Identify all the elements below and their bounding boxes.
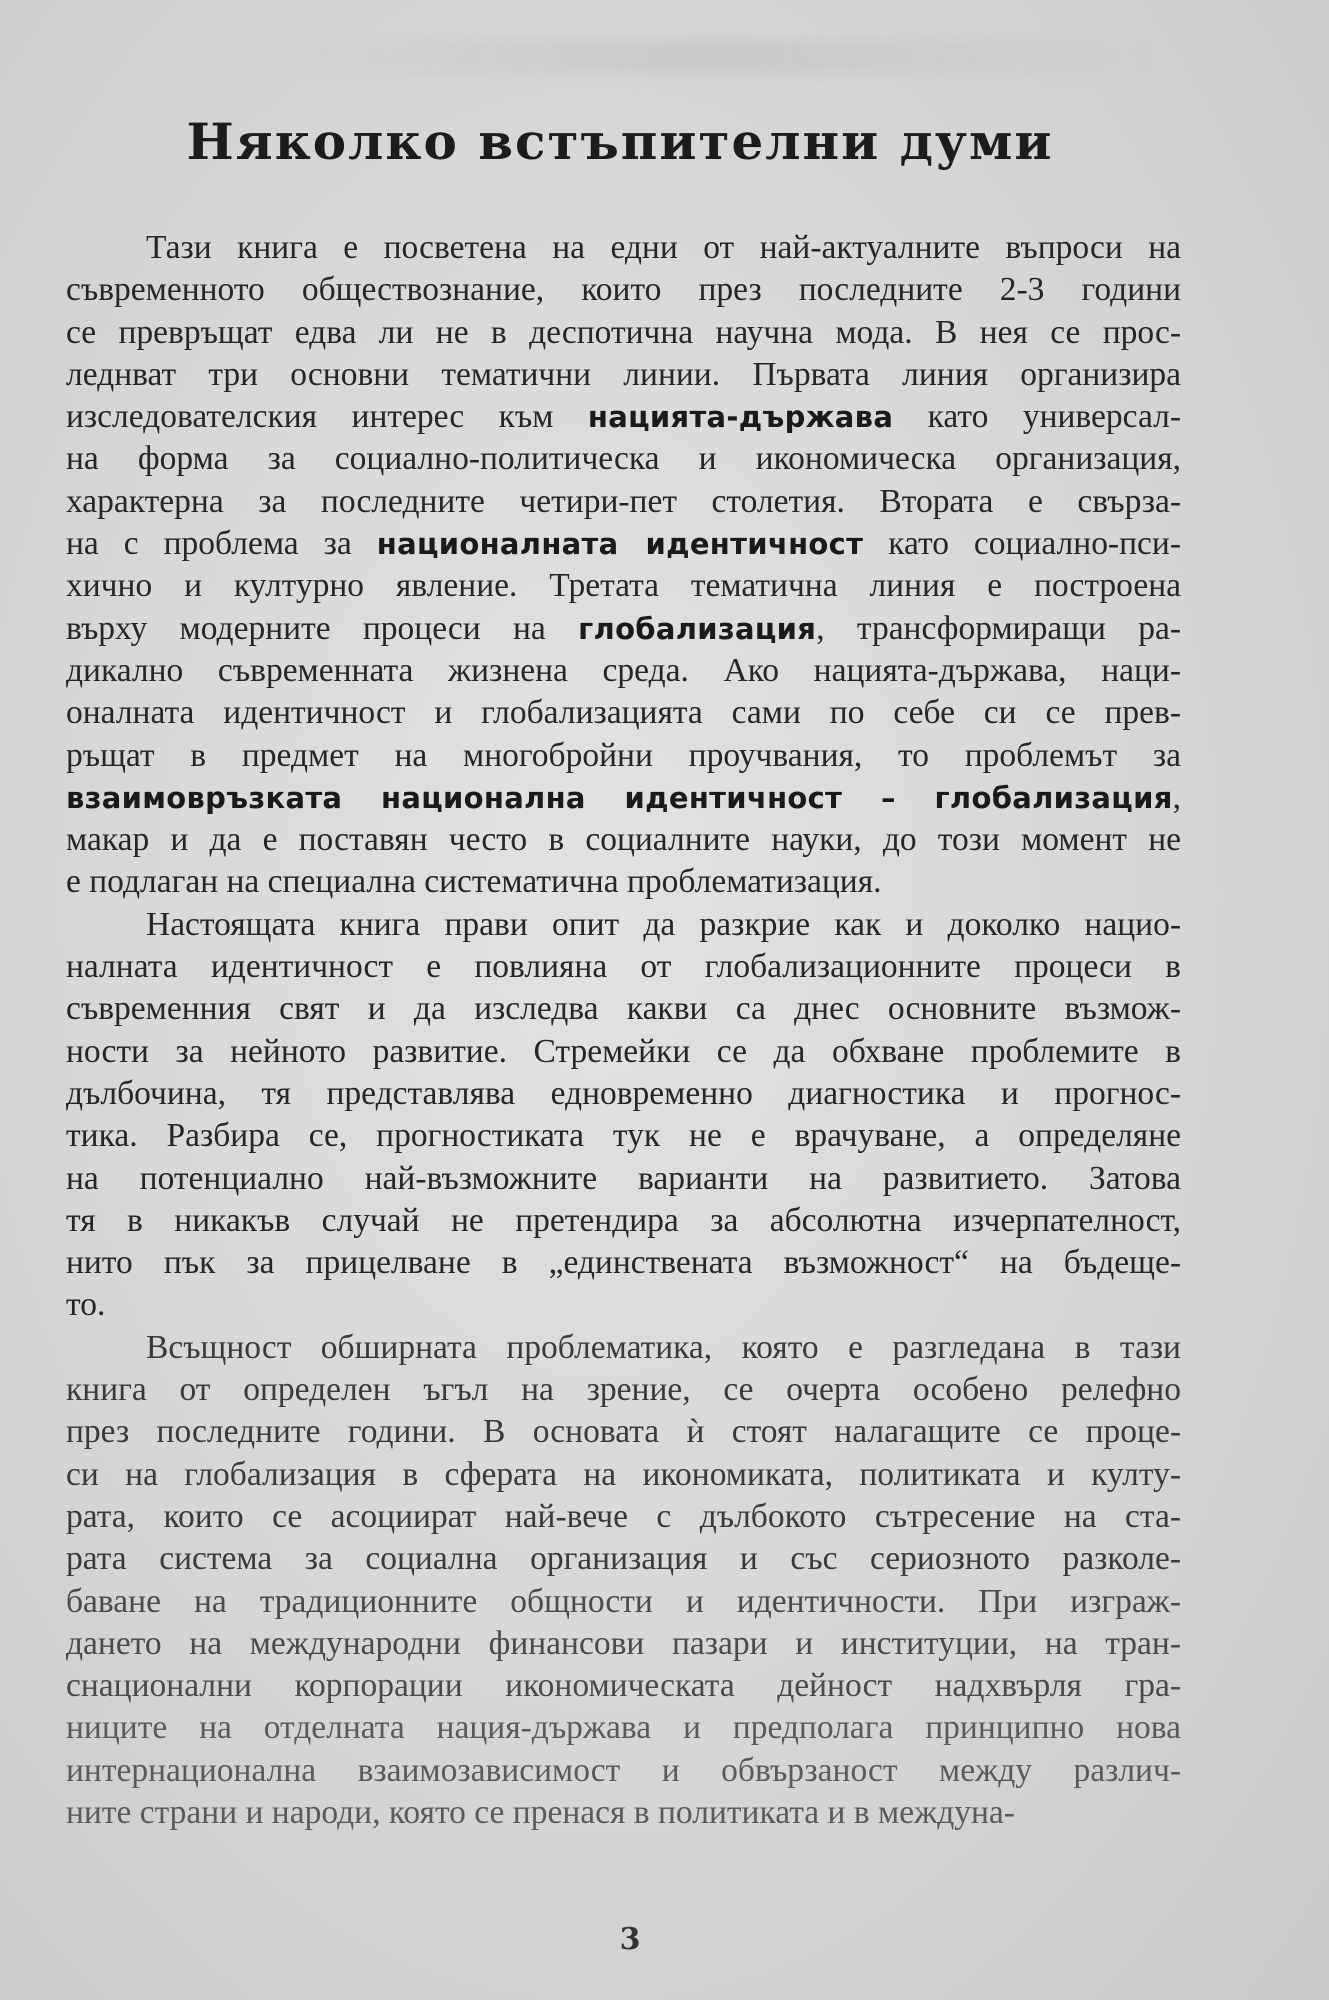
page-number: 3 [619,1922,641,1957]
text-line [66,861,1181,903]
text-line [66,1496,1181,1538]
text-run: се превръщат едва ли не в деспотична научна мода. В нея се прос- [66,313,1181,351]
text-line [66,396,1181,438]
paragraph [66,904,1181,1327]
text-run: през последните години. В основата ѝ стоят налагащите се проце- [66,1413,1181,1451]
text-line [66,312,1181,354]
text-line [66,523,1181,565]
text-line [66,777,1181,819]
text-run: ниците на отделната нация-държава и предполага принципно нова [66,1709,1181,1747]
text-run: на с проблема за [66,525,377,563]
paragraph [66,227,1181,904]
text-line [66,354,1181,396]
text-line [66,1200,1181,1242]
text-run: си на глобализация в сферата на икономиката, политиката и култу- [66,1455,1181,1493]
text-line [66,650,1181,692]
paragraph [66,1327,1181,1835]
text-run: ности за нейното развитие. Стремейки се да обхване проблемите в [66,1032,1181,1070]
text-run: тика. Разбира се, прогностиката тук не е врачуване, а определяне [66,1117,1181,1155]
text-line [66,1665,1181,1707]
text-line [66,1538,1181,1580]
text-run: леднват три основни тематични линии. Първата линия организира [66,355,1181,393]
text-run: като универсал- [893,398,1181,436]
show-through-text [260,40,1160,74]
text-line [66,1792,1181,1834]
bold-term: националната идентичност [376,527,864,562]
text-run: снационални корпорации икономическата дейност надхвърля гра- [66,1667,1181,1705]
text-line [66,565,1181,607]
text-run: , [1172,778,1181,816]
text-run: като социално-пси- [863,525,1181,563]
text-run: съвременното обществознание, които през последните 2-3 години [66,271,1181,309]
text-line [66,481,1181,523]
text-line [66,1369,1181,1411]
text-run: на форма за социално-политическа и икономическа организация, [66,440,1181,478]
bold-term: взаимовръзката национална идентичност – глобализация [66,780,1173,815]
text-line [66,1031,1181,1073]
text-line [66,1411,1181,1453]
text-run: ните страни и народи, която се пренася в политиката и в междуна- [66,1793,1015,1831]
text-line [66,692,1181,734]
text-run: съвременния свят и да изследва какви са днес основните възмож- [66,990,1181,1028]
text-run: интернационална взаимозависимост и обвързаност между различ- [66,1751,1181,1789]
text-run: Настоящата книга прави опит да разкрие как и доколко нацио- [146,905,1181,943]
text-run: налната идентичност е повлияна от глобализационните процеси в [66,948,1181,986]
text-line [66,819,1181,861]
text-line [66,1623,1181,1665]
text-line [66,1707,1181,1749]
text-line [66,1242,1181,1284]
text-line [66,1115,1181,1157]
text-run: дикално съвременната жизнена среда. Ако нацията-държава, наци- [66,651,1181,689]
text-run: рата, които се асоциират най-вече с дълбокото сътресение на ста- [66,1497,1181,1535]
text-line [66,1073,1181,1115]
text-line [66,946,1181,988]
text-run: е подлаган на специална систематична проблематизация. [66,863,882,901]
text-run: то. [66,1286,106,1324]
text-run: Тази книга е посветена на едни от най-актуалните въпроси на [146,229,1181,266]
text-run: дането на международни финансови пазари и институции, на тран- [66,1624,1181,1662]
text-run: , трансформиращи ра- [816,609,1181,647]
body-text [66,227,1181,1834]
text-line [66,608,1181,650]
text-run: книга от определен ъгъл на зрение, се очерта особено релефно [66,1371,1181,1409]
text-run: макар и да е поставян често в социалните науки, до този момент не [66,821,1181,859]
text-run: нито пък за прицелване в „единствената възможност“ на бъдеще- [66,1244,1181,1282]
text-run: ръщат в предмет на многобройни проучвания, то проблемът за [66,736,1181,774]
text-run: върху модерните процеси на [66,609,579,647]
text-run: дълбочина, тя представлява едновременно диагностика и прогнос- [66,1074,1181,1112]
text-line [66,1284,1181,1326]
page-title: Няколко встъпителни думи [186,112,1054,171]
text-line [66,1327,1181,1369]
text-run: характерна за последните четири-пет столетия. Втората е свърза- [66,482,1181,520]
text-run: Всъщност обширната проблематика, която е разгледана в тази [146,1328,1181,1366]
text-line [66,904,1181,946]
text-run: оналната идентичност и глобализацията сами по себе си се прев- [66,694,1181,732]
text-run: хично и културно явление. Третата тематична линия е построена [66,567,1181,605]
text-run: изследователския интерес към [66,398,588,436]
text-line [66,988,1181,1030]
bold-term: нацията-държава [587,400,894,435]
text-run: тя в никакъв случай не претендира за абсолютна изчерпателност, [66,1201,1181,1239]
text-line [66,735,1181,777]
text-line [66,227,1181,269]
text-line [66,1454,1181,1496]
text-line [66,1750,1181,1792]
text-run: на потенциално най-възможните варианти на развитието. Затова [66,1159,1181,1197]
text-run: рата система за социална организация и със сериозното разколе- [66,1540,1181,1578]
text-line [66,269,1181,311]
text-line [66,1581,1181,1623]
text-line [66,1158,1181,1200]
bold-term: глобализация [578,611,817,646]
text-run: баване на традиционните общности и идентичности. При изграж- [66,1582,1181,1620]
text-line [66,438,1181,480]
